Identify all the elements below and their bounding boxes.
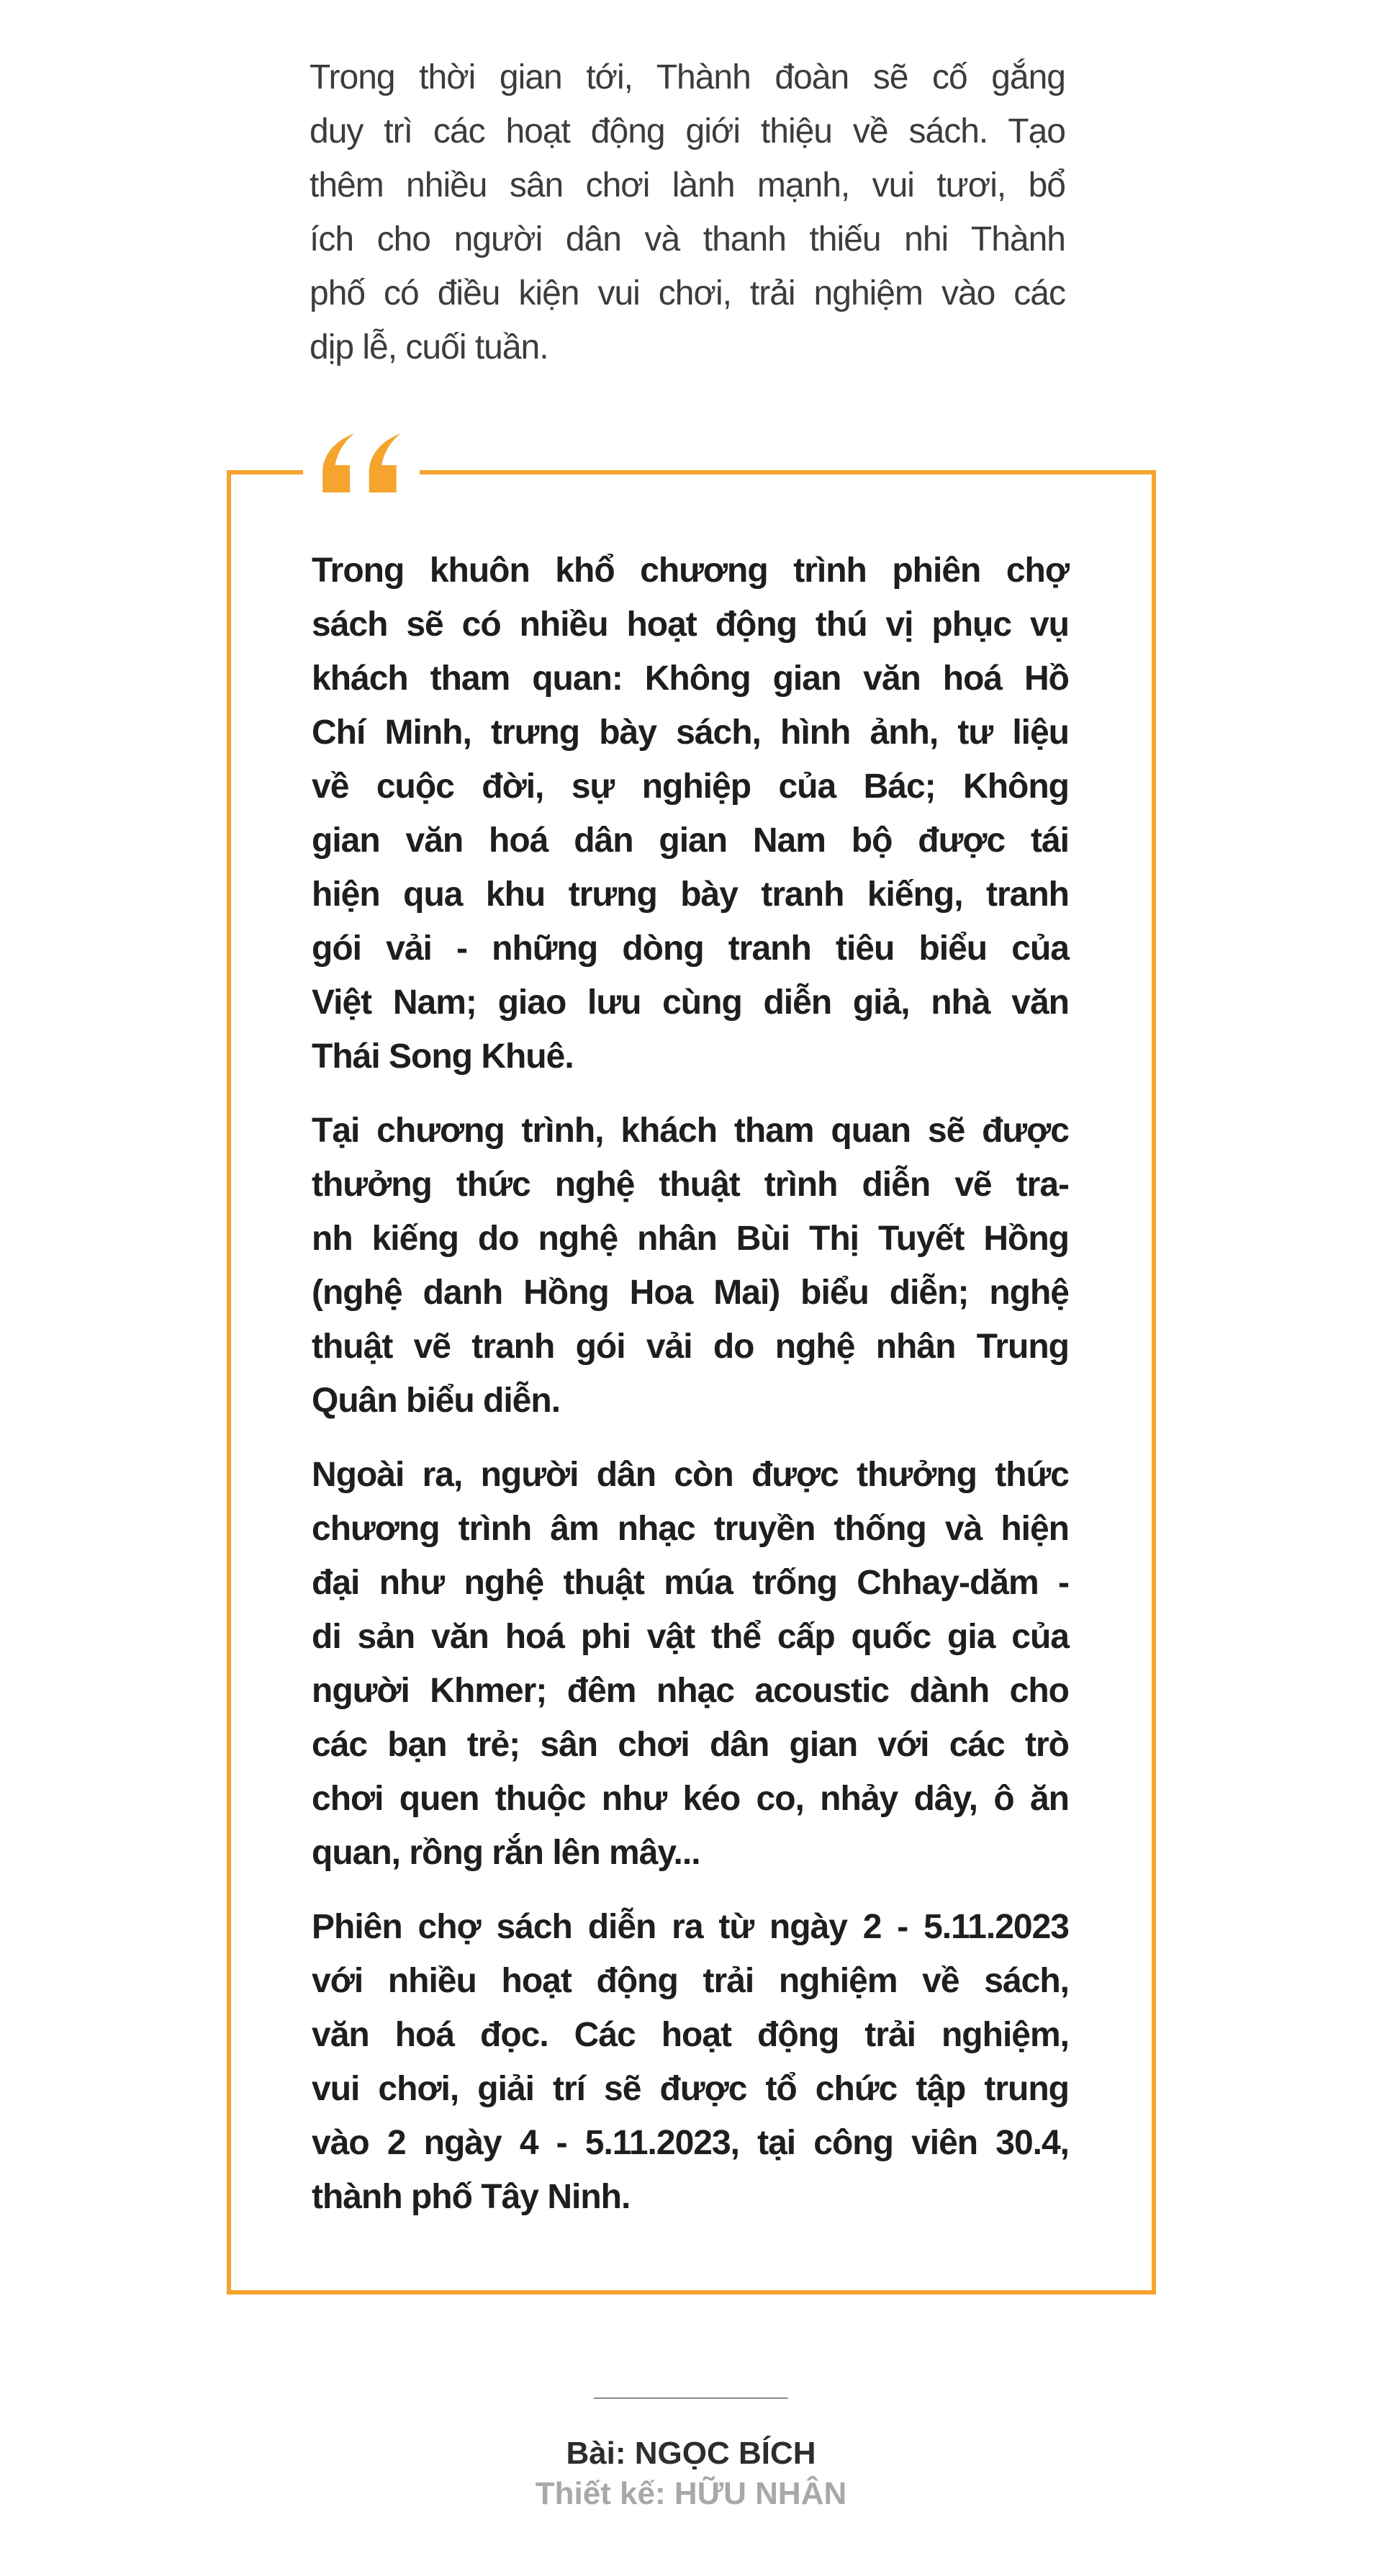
text-line: Chí Minh, trưng bày sách, hình ảnh, tư liệu <box>312 713 1069 752</box>
text-line: người Khmer; đêm nhạc acoustic dành cho <box>312 1672 1069 1710</box>
text-line: sách sẽ có nhiều hoạt động thú vị phục vụ <box>312 605 1069 644</box>
text-line: di sản văn hoá phi vật thể cấp quốc gia của <box>312 1618 1069 1656</box>
text-line: dịp lễ, cuối tuần. <box>310 328 548 366</box>
quote-paragraph <box>312 1900 1069 2224</box>
quote-paragraphs <box>312 544 1069 2224</box>
text-line: văn hoá đọc. Các hoạt động trải nghiệm, <box>312 2016 1069 2054</box>
text-line: hiện qua khu trưng bày tranh kiếng, tranh <box>312 875 1069 914</box>
text-line: chương trình âm nhạc truyền thống và hiện <box>312 1510 1069 1548</box>
quote-mark <box>303 433 420 492</box>
text-line: duy trì các hoạt động giới thiệu về sách. Tạo <box>310 112 1065 150</box>
text-line: Trong thời gian tới, Thành đoàn sẽ cố gắng <box>310 58 1065 96</box>
text-line: Ngoài ra, người dân còn được thưởng thức <box>312 1456 1069 1494</box>
author-credit: Bài: NGỌC BÍCH <box>566 2436 816 2471</box>
text-line: quan, rồng rắn lên mây... <box>312 1834 700 1872</box>
text-line: Việt Nam; giao lưu cùng diễn giả, nhà văn <box>312 983 1069 1022</box>
text-line: vào 2 ngày 4 - 5.11.2023, tại công viên 30.4, <box>312 2124 1069 2162</box>
credits <box>536 2397 847 2514</box>
text-line: đại như nghệ thuật múa trống Chhay-dăm - <box>312 1564 1069 1602</box>
text-line: Quân biểu diễn. <box>312 1382 561 1420</box>
text-line: nh kiếng do nghệ nhân Bùi Thị Tuyết Hồng <box>312 1220 1069 1258</box>
text-line: Thái Song Khuê. <box>312 1037 574 1076</box>
text-line: gói vải - những dòng tranh tiêu biểu của <box>312 929 1069 968</box>
text-line: chơi quen thuộc như kéo co, nhảy dây, ô ăn <box>312 1780 1069 1818</box>
text-line: về cuộc đời, sự nghiệp của Bác; Không <box>312 767 1069 806</box>
text-line: thưởng thức nghệ thuật trình diễn vẽ tra- <box>312 1166 1069 1204</box>
text-line: phố có điều kiện vui chơi, trải nghiệm vào các <box>310 274 1065 312</box>
text-line: thêm nhiều sân chơi lành mạnh, vui tươi, bổ <box>310 166 1065 204</box>
designer-credit: Thiết kế: HỮU NHÂN <box>535 2476 847 2511</box>
text-line: các bạn trẻ; sân chơi dân gian với các trò <box>312 1726 1069 1764</box>
text-line: (nghệ danh Hồng Hoa Mai) biểu diễn; nghệ <box>312 1274 1069 1312</box>
quote-box <box>227 470 1156 2294</box>
quote-paragraph <box>312 544 1069 1084</box>
intro-paragraph <box>310 50 1065 374</box>
text-line: khách tham quan: Không gian văn hoá Hồ <box>312 659 1069 698</box>
text-line: với nhiều hoạt động trải nghiệm về sách, <box>312 1962 1069 2000</box>
text-line: ích cho người dân và thanh thiếu nhi Thành <box>310 220 1065 258</box>
text-line: Trong khuôn khổ chương trình phiên chợ <box>312 551 1069 590</box>
text-line: thành phố Tây Ninh. <box>312 2178 631 2216</box>
quote-paragraph <box>312 1448 1069 1880</box>
credits-divider <box>594 2397 788 2399</box>
text-line: Tại chương trình, khách tham quan sẽ được <box>312 1112 1069 1150</box>
text-line: vui chơi, giải trí sẽ được tổ chức tập trung <box>312 2070 1069 2108</box>
text-line: Phiên chợ sách diễn ra từ ngày 2 - 5.11.2023 <box>312 1908 1069 1946</box>
quote-paragraph <box>312 1104 1069 1428</box>
open-quote-icon <box>319 433 404 492</box>
text-line: thuật vẽ tranh gói vải do nghệ nhân Trung <box>312 1328 1069 1366</box>
text-line: gian văn hoá dân gian Nam bộ được tái <box>312 821 1069 860</box>
